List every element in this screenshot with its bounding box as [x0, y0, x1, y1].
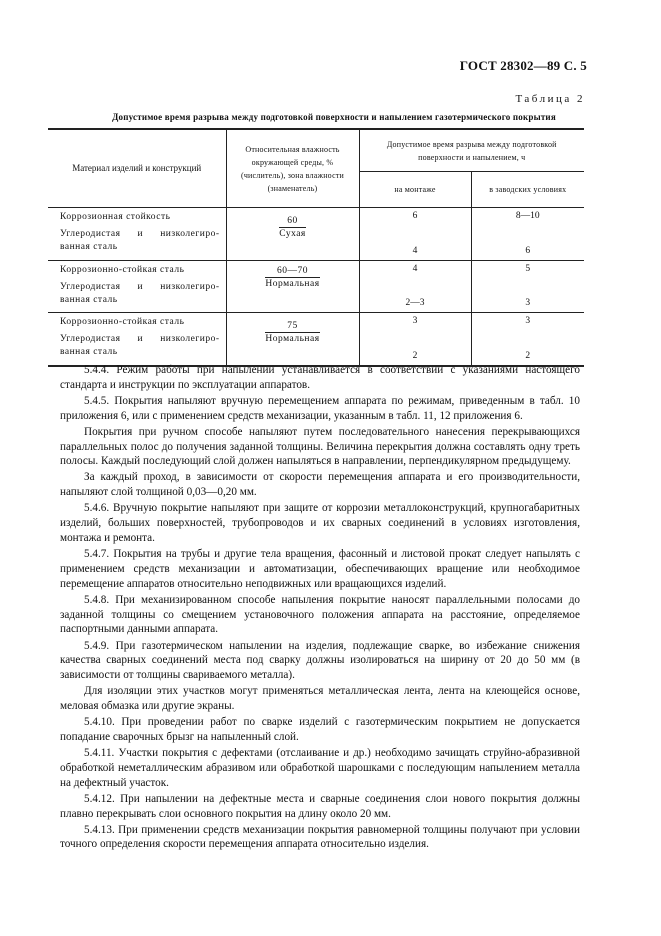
material-line: ванная сталь — [60, 242, 118, 252]
material-cell: Коррозионная стойкость — [48, 208, 226, 225]
mounting-value: 2—3 — [359, 277, 471, 313]
material-cell: Коррозионно-стойкая сталь — [48, 260, 226, 277]
mounting-value: 3 — [359, 313, 471, 330]
paragraph: 5.4.6. Вручную покрытие напыляют при защите от коррозии металлоконструкций, крупногабаритных изделий, больших поверхностей, трубопроводов и их сварных соединений в условиях изготовления, монтажа и ремонта. — [60, 502, 580, 545]
material-cell: Коррозионно-стойкая сталь — [48, 313, 226, 330]
paragraph: 5.4.12. При напылении на дефектные места и сварные соединения слои нового покрытия должны плавно перекрывать слои основного покрытия на длину около 20 мм. — [60, 792, 580, 820]
mounting-value: 6 — [359, 208, 471, 225]
factory-value: 6 — [471, 224, 584, 260]
paragraph: Покрытия при ручном способе напыляют путем последовательного нанесения перекрывающихся параллельных полос до получения заданной толщины. Величина перекрытия должна составлять одну треть полосы. Каждый последующий слой должен напыляться в направлении, перпендикулярном предыдущему. — [60, 425, 580, 468]
material-line: Углеродистая и низколегиро- — [60, 281, 220, 292]
paragraph: 5.4.4. Режим работы при напылении устанавливается в соответствии с указаниями настоящего стандарта и инструкции по эксплуатации аппаратов. — [60, 364, 580, 391]
header-mounting: на монтаже — [359, 172, 471, 208]
table-label: Таблица 2 — [515, 93, 585, 105]
humidity-zone: Нормальная — [265, 278, 320, 289]
mounting-value: 4 — [359, 224, 471, 260]
material-line: Углеродистая и низколегиро- — [60, 229, 220, 239]
header-time: Допустимое время разрыва между подготовкой поверхности и напылением, ч — [359, 129, 584, 172]
material-cell — [48, 277, 226, 313]
paragraph: Для изоляции этих участков могут применяться металлическая лента, лента на клеющейся основе, меловая обмазка или другие экраны. — [60, 685, 580, 713]
mounting-value: 2 — [359, 329, 471, 366]
header-humidity: Относительная влажность окружающей среды, % (числитель), зона влажности (знаменатель) — [226, 129, 359, 208]
body-text — [60, 363, 580, 853]
factory-value: 2 — [471, 329, 584, 366]
humidity-fraction — [265, 266, 319, 290]
humidity-cell — [226, 208, 359, 261]
header-factory: в заводских условиях — [471, 172, 584, 208]
material-line: ванная сталь — [60, 294, 118, 305]
factory-value: 5 — [525, 263, 531, 274]
humidity-cell — [226, 260, 359, 313]
humidity-fraction — [279, 216, 306, 240]
humidity-value: 75 — [265, 321, 319, 333]
humidity-value: 60—70 — [265, 266, 319, 278]
paragraph: За каждый проход, в зависимости от скорости перемещения аппарата и его производительности, напыляют слой толщиной 0,03—0,20 мм. — [60, 471, 580, 499]
factory-value: 8—10 — [515, 211, 540, 221]
paragraph: 5.4.5. Покрытия напыляют вручную перемещением аппарата по режимам, приведенным в табл. 10 приложения 6, или с применением средств механизации, указанным в табл. 11, 12 приложения 6. — [60, 394, 580, 422]
paragraph: 5.4.11. Участки покрытия с дефектами (отслаивание и др.) необходимо зачищать струйно-абразивной обработкой неметаллическим абразивом или обработкой шарошками с последующим напылением металла на дефектный участок. — [60, 746, 580, 789]
material-line: Углеродистая и низколегиро- — [60, 334, 220, 344]
humidity-zone: Сухая — [279, 229, 306, 239]
paragraph: 5.4.10. При проведении работ по сварке изделий с газотермическим покрытием не допускается попадание сварочных брызг на напыленный слой. — [60, 716, 580, 743]
humidity-fraction — [265, 321, 319, 345]
factory-value: 3 — [525, 316, 531, 326]
table-title: Допустимое время разрыва между подготовкой поверхности и напылением газотермического покрытия — [112, 112, 556, 122]
paragraph: 5.4.9. При газотермическом напылении на изделия, подлежащие сварке, во избежание снижения качества сварных соединений места под сварку должны изолироваться на ширину от 20 до 50 мм (в зависимости от толщины свариваемого металла). — [60, 639, 580, 682]
document-header: ГОСТ 28302—89 С. 5 — [459, 58, 587, 73]
material-line: ванная сталь — [60, 347, 118, 357]
header-material: Материал изделий и конструкций — [48, 129, 226, 208]
factory-value: 3 — [471, 277, 584, 313]
material-cell — [48, 224, 226, 260]
humidity-zone: Нормальная — [265, 334, 320, 344]
humidity-table — [48, 128, 584, 367]
humidity-value: 60 — [279, 216, 306, 228]
material-cell — [48, 329, 226, 366]
mounting-value: 4 — [359, 260, 471, 277]
paragraph: 5.4.13. При применении средств механизации покрытия равномерной толщины получают при условии точного определения скорости перемещения аппарата относительно изделия. — [60, 823, 580, 851]
humidity-cell — [226, 313, 359, 367]
paragraph: 5.4.7. Покрытия на трубы и другие тела вращения, фасонный и листовой прокат следует напылять с применением средств механизации и автоматизации, обеспечивающих вращение или необходимое перемещение аппаратов относительно неподвижных или вращающихся изделий. — [60, 548, 580, 590]
paragraph: 5.4.8. При механизированном способе напыления покрытие наносят параллельными полосами до заданной толщины со смещением установочного положения аппарата на расстояние, определяемое паспортными данными аппарата. — [60, 593, 580, 636]
